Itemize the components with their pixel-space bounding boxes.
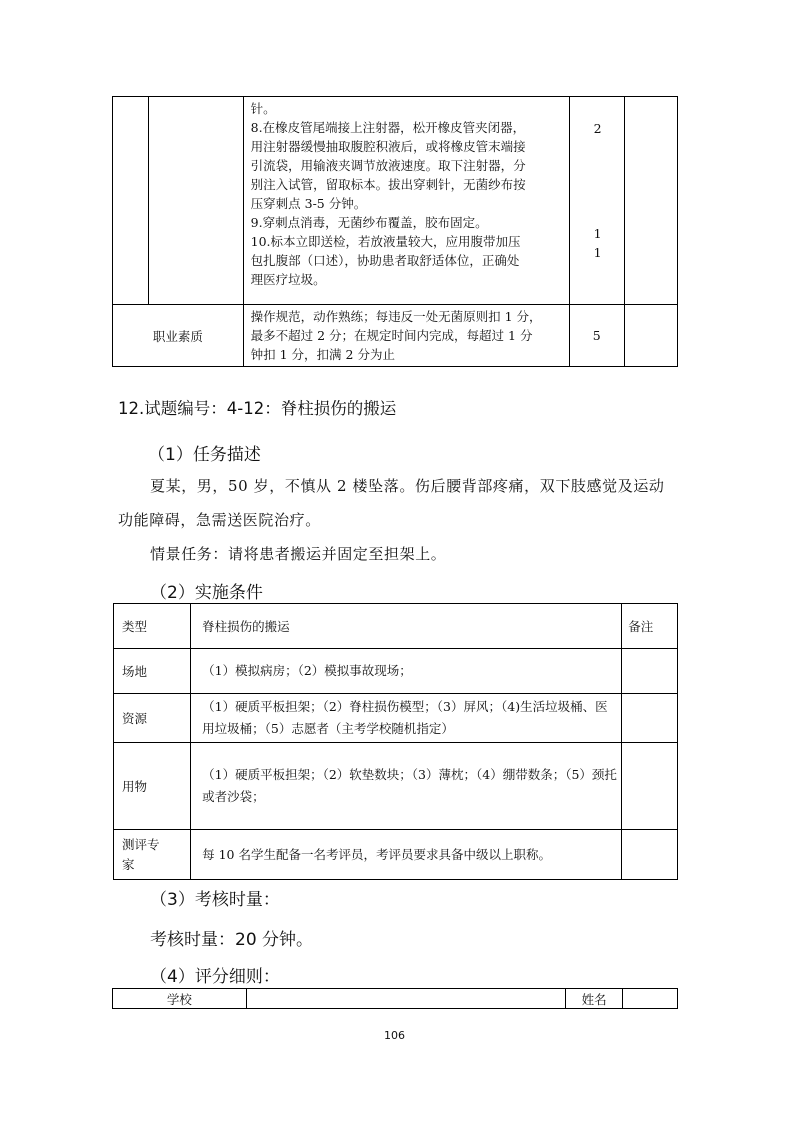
criteria-line: 操作规范，动作熟练；每违反一处无菌原则扣 1 分， xyxy=(250,309,542,324)
table-cell-empty xyxy=(148,97,243,305)
row-label: 资源 xyxy=(122,711,148,726)
step-line: 别注入试管，留取标本。拔出穿刺针，无菌纱布按 xyxy=(250,177,526,192)
scenario-text: 情景任务：请将患者搬运并固定至担架上。 xyxy=(150,545,447,563)
score-cell xyxy=(569,97,624,305)
header-type: 类型 xyxy=(122,619,148,634)
step-line: 9.穿刺点消毒，无菌纱布覆盖，胶布固定。 xyxy=(250,215,488,230)
row-note-cell xyxy=(622,743,678,830)
step-line: 压穿刺点 3-5 分钟。 xyxy=(250,196,367,211)
step-line: 10.标本立即送检，若放液量较大，应用腹带加压 xyxy=(250,234,521,249)
row-note-cell xyxy=(622,694,678,743)
conditions-heading: （2）实施条件 xyxy=(150,583,263,603)
professional-label-cell xyxy=(113,305,244,367)
score-value: 1 xyxy=(593,245,602,260)
header-note-cell xyxy=(622,604,678,649)
page-number: 106 xyxy=(384,1029,405,1042)
table-cell-empty xyxy=(624,97,677,305)
row-content-cell xyxy=(191,830,622,880)
row-content: （1）硬质平板担架；（2）脊柱损伤模型；（3）屏风；（4)生活垃圾桶、医用垃圾桶；（5）志愿者（主考学校随机指定） xyxy=(202,699,608,736)
step-line: 包扎腹部（口述），协助患者取舒适体位，正确处 xyxy=(250,253,520,268)
task-heading: （1）任务描述 xyxy=(148,445,261,465)
row-content: 每 10 名学生配备一名考评员，考评员要求具备中级以上职称。 xyxy=(202,846,551,862)
professional-label: 职业素质 xyxy=(152,328,203,344)
row-note-cell xyxy=(622,649,678,694)
row-label-cell xyxy=(114,694,191,743)
task-description-line: 夏某，男，50 岁，不慎从 2 楼坠落。伤后腰背部疼痛，双下肢感觉及运动 xyxy=(150,477,665,495)
step-line: 用注射器缓慢抽取腹腔积液后，或将橡皮管末端接 xyxy=(250,139,526,154)
time-heading: （3）考核时量： xyxy=(150,890,280,910)
school-label-cell xyxy=(113,989,247,1009)
score-table xyxy=(112,988,678,1009)
task-description-line: 功能障碍，急需送医院治疗。 xyxy=(118,511,321,529)
conditions-table xyxy=(113,603,678,880)
step-line: 针。 xyxy=(250,101,276,116)
procedure-table xyxy=(112,96,678,367)
table-cell-empty xyxy=(113,97,149,305)
criteria-line: 钟扣 1 分，扣满 2 分为止 xyxy=(250,347,395,362)
score-value: 1 xyxy=(593,226,602,241)
school-value-cell xyxy=(246,989,565,1009)
row-label-cell xyxy=(114,830,191,880)
name-value-cell xyxy=(623,989,678,1009)
header-content-cell xyxy=(191,604,622,649)
row-content-cell xyxy=(191,694,622,743)
score-heading: （4）评分细则： xyxy=(150,967,280,987)
step-line: 引流袋，用输液夹调节放液速度。取下注射器，分 xyxy=(250,158,526,173)
row-note-cell xyxy=(622,830,678,880)
score-value: 2 xyxy=(593,121,602,136)
name-label-cell xyxy=(566,989,623,1009)
row-label: 用物 xyxy=(122,779,148,794)
row-label-cell xyxy=(114,649,191,694)
step-line: 理医疗垃圾。 xyxy=(250,272,326,287)
row-content-cell xyxy=(191,743,622,830)
criteria-line: 最多不超过 2 分；在规定时间内完成，每超过 1 分 xyxy=(250,328,533,343)
row-content: （1）模拟病房；（2）模拟事故现场； xyxy=(202,663,412,678)
school-label: 学校 xyxy=(166,991,192,1007)
row-label: 场地 xyxy=(122,664,148,679)
name-label: 姓名 xyxy=(581,991,607,1007)
professional-score-cell xyxy=(569,305,624,367)
header-note: 备注 xyxy=(628,619,654,634)
professional-score: 5 xyxy=(592,328,601,343)
row-label: 测评专家 xyxy=(122,836,160,872)
table-cell-empty xyxy=(624,305,677,367)
step-line: 8.在橡皮管尾端接上注射器，松开橡皮管夹闭器， xyxy=(250,120,526,135)
time-text: 考核时量：20 分钟。 xyxy=(150,930,314,950)
row-content-cell xyxy=(191,649,622,694)
procedure-steps-cell xyxy=(243,97,569,305)
section-title: 12.试题编号：4-12：脊柱损伤的搬运 xyxy=(118,399,397,418)
row-label-cell xyxy=(114,743,191,830)
professional-criteria-cell xyxy=(243,305,569,367)
header-content: 脊柱损伤的搬运 xyxy=(202,619,290,634)
header-type-cell xyxy=(114,604,191,649)
row-content: （1）硬质平板担架；（2）软垫数块；（3）薄枕；（4）绷带数条；（5）颈托或者沙袋； xyxy=(202,767,617,804)
